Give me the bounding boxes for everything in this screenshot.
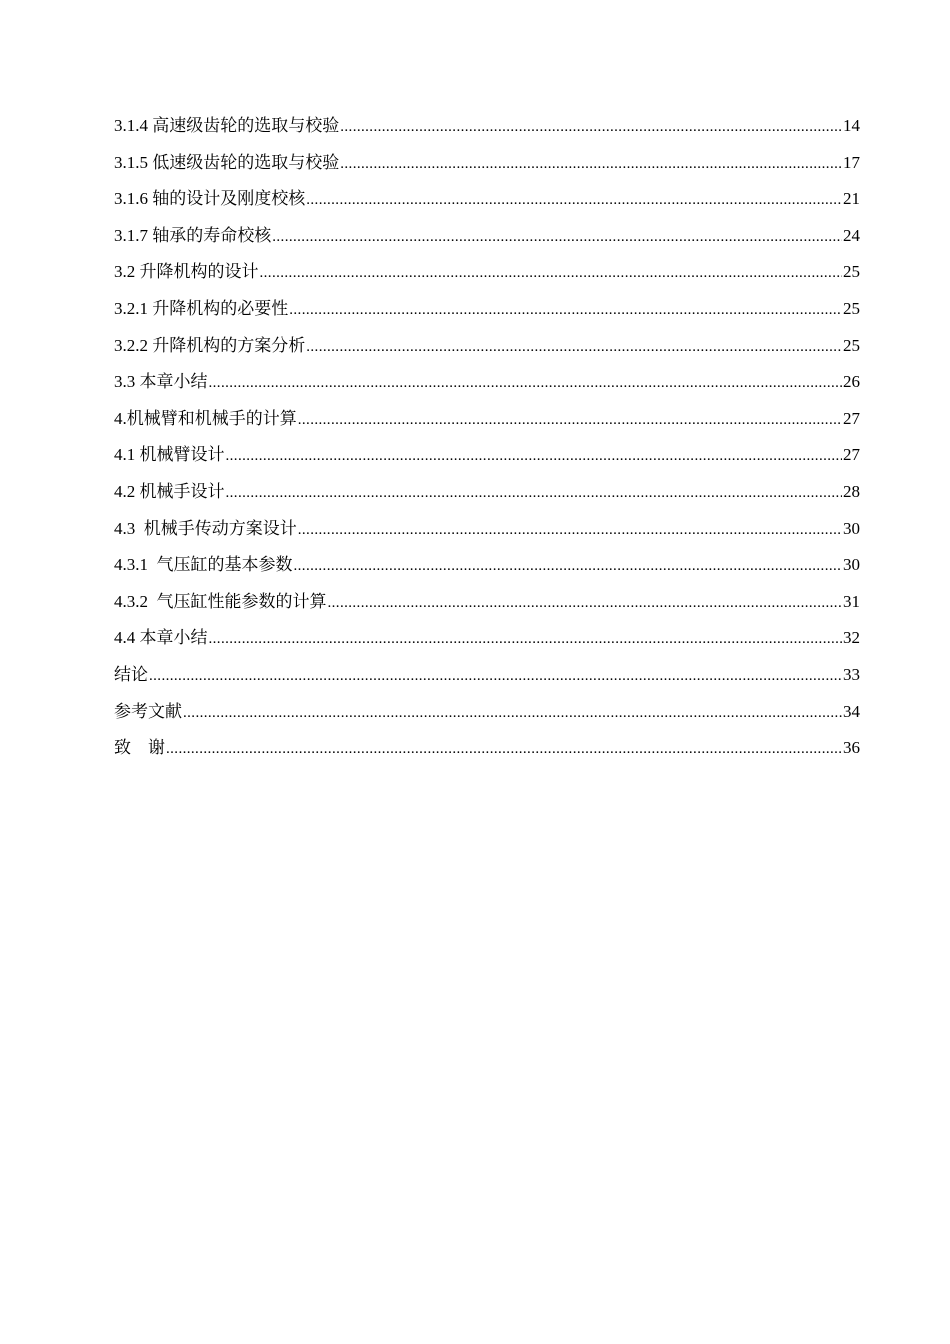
- toc-entry-page: 34: [843, 701, 860, 721]
- toc-entry-title: 4.2 机械手设计: [114, 481, 225, 501]
- toc-entry-title: 3.1.6 轴的设计及刚度校核: [114, 189, 306, 209]
- toc-entry[interactable]: [114, 332, 860, 369]
- toc-entry[interactable]: [114, 295, 860, 332]
- toc-entry-page: 26: [843, 372, 860, 392]
- toc-dot-leader: [272, 223, 842, 251]
- toc-entry-page: 25: [843, 335, 860, 355]
- toc-entry[interactable]: [114, 112, 860, 149]
- toc-entry[interactable]: [114, 588, 860, 625]
- toc-dot-leader: [340, 113, 842, 141]
- toc-entry[interactable]: [114, 222, 860, 259]
- toc-entry-page: 27: [843, 408, 860, 428]
- toc-entry[interactable]: [114, 661, 860, 698]
- toc-entry[interactable]: [114, 551, 860, 588]
- toc-entry[interactable]: [114, 441, 860, 478]
- toc-entry-page: 21: [843, 189, 860, 209]
- toc-dot-leader: [294, 552, 843, 580]
- toc-dot-leader: [166, 735, 842, 763]
- toc-entry-page: 30: [843, 518, 860, 538]
- toc-dot-leader: [289, 296, 842, 324]
- toc-entry-page: 14: [843, 116, 860, 135]
- toc-dot-leader: [306, 333, 842, 361]
- toc-entry-title: 4.机械臂和机械手的计算: [114, 408, 297, 428]
- toc-entry-title: 结论: [114, 664, 148, 684]
- toc-entry-page: 36: [843, 738, 860, 758]
- toc-dot-leader: [183, 699, 842, 727]
- toc-entry[interactable]: [114, 698, 860, 735]
- toc-entry-page: 27: [843, 445, 860, 465]
- toc-entry-title: 3.1.5 低速级齿轮的选取与校验: [114, 152, 340, 172]
- toc-entry-page: 25: [843, 298, 860, 318]
- toc-entry-title: 4.3.1 气压缸的基本参数: [114, 555, 293, 575]
- toc-entry-title: 参考文献: [114, 701, 182, 721]
- toc-dot-leader: [306, 186, 842, 214]
- toc-entry[interactable]: [114, 185, 860, 222]
- toc-dot-leader: [298, 406, 842, 434]
- table-of-contents: [114, 112, 860, 771]
- toc-entry[interactable]: [114, 624, 860, 661]
- toc-entry-title: 3.1.7 轴承的寿命校核: [114, 225, 272, 245]
- toc-entry-title: 4.3 机械手传动方案设计: [114, 518, 297, 538]
- toc-dot-leader: [298, 516, 842, 544]
- toc-entry-title: 4.1 机械臂设计: [114, 445, 225, 465]
- toc-dot-leader: [209, 625, 843, 653]
- toc-entry-title: 4.3.2 气压缸性能参数的计算: [114, 591, 327, 611]
- toc-entry[interactable]: [114, 515, 860, 552]
- toc-entry-page: 17: [843, 152, 860, 172]
- toc-entry-title: 3.2.1 升降机构的必要性: [114, 298, 289, 318]
- toc-dot-leader: [149, 662, 842, 690]
- toc-entry[interactable]: [114, 478, 860, 515]
- toc-entry-page: 28: [843, 481, 860, 501]
- toc-dot-leader: [260, 259, 843, 287]
- toc-dot-leader: [328, 589, 843, 617]
- toc-entry-title: 3.1.4 高速级齿轮的选取与校验: [114, 116, 340, 135]
- toc-entry[interactable]: [114, 405, 860, 442]
- toc-entry-page: 24: [843, 225, 860, 245]
- toc-dot-leader: [209, 369, 843, 397]
- toc-dot-leader: [340, 150, 842, 178]
- toc-entry[interactable]: [114, 368, 860, 405]
- toc-entry-title: 3.2.2 升降机构的方案分析: [114, 335, 306, 355]
- toc-entry-page: 31: [843, 591, 860, 611]
- toc-dot-leader: [226, 479, 843, 507]
- toc-entry-page: 30: [843, 555, 860, 575]
- toc-entry-title: 3.3 本章小结: [114, 372, 208, 392]
- toc-entry-page: 25: [843, 262, 860, 282]
- toc-dot-leader: [226, 442, 843, 470]
- toc-entry-title: 4.4 本章小结: [114, 628, 208, 648]
- toc-entry[interactable]: [114, 734, 860, 771]
- toc-entry-page: 33: [843, 664, 860, 684]
- toc-entry[interactable]: [114, 258, 860, 295]
- toc-entry[interactable]: [114, 149, 860, 186]
- toc-entry-title: 致 谢: [114, 738, 165, 758]
- toc-entry-title: 3.2 升降机构的设计: [114, 262, 259, 282]
- toc-entry-page: 32: [843, 628, 860, 648]
